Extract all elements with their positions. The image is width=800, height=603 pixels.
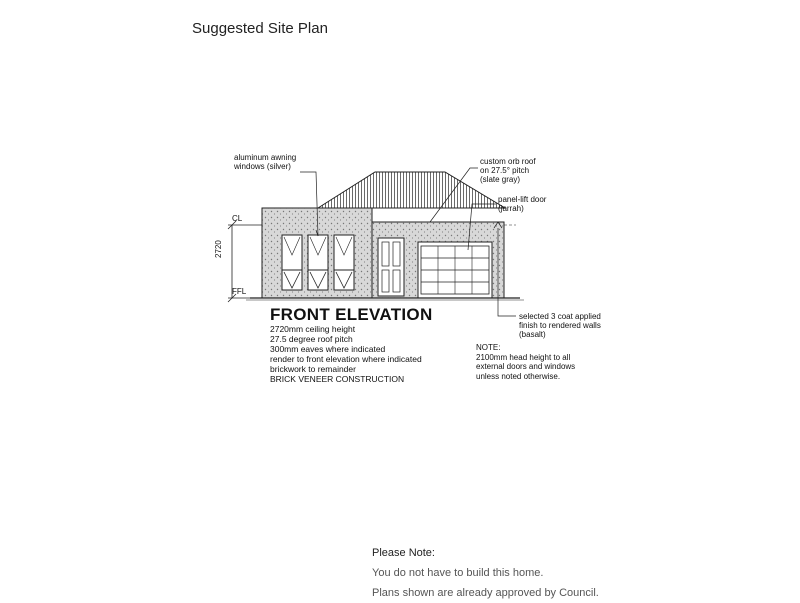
label-garage-door: panel-lift door (jarrah) [498,195,547,213]
spec-item: BRICK VENEER CONSTRUCTION [270,374,405,384]
note-heading: NOTE: [476,343,501,352]
front-door [378,238,404,296]
page-title: Suggested Site Plan [192,20,328,37]
label-ffl: FFL [232,287,247,296]
spec-item: brickwork to remainder [270,364,356,374]
please-note-line: Plans shown are already approved by Council. [372,587,599,599]
note-line: 2100mm head height to all [476,352,571,362]
please-note [372,543,599,603]
label-awning-windows: aluminum awning windows (silver) [234,153,297,171]
label-render-finish: selected 3 coat applied finish to rendered walls (basalt) [519,312,601,339]
please-note-heading: Please Note: [372,547,435,559]
note-box [476,343,575,381]
label-roof: custom orb roof on 27.5° pitch (slate gray) [480,157,536,184]
spec-item: 2720mm ceiling height [270,324,356,334]
note-line: unless noted otherwise. [476,371,561,381]
garage-door [418,242,492,298]
please-note-line: You do not have to build this home. [372,567,544,579]
label-cl: CL [232,214,243,223]
spec-item: 300mm eaves where indicated [270,344,386,354]
spec-item: render to front elevation where indicated [270,354,422,364]
spec-item: 27.5 degree roof pitch [270,334,353,344]
height-dimension: 2720 [214,240,223,258]
awning-windows [282,235,354,290]
roof [318,172,505,208]
spec-list [270,324,422,384]
elevation-title: FRONT ELEVATION [270,305,433,324]
note-line: external doors and windows [476,362,576,371]
